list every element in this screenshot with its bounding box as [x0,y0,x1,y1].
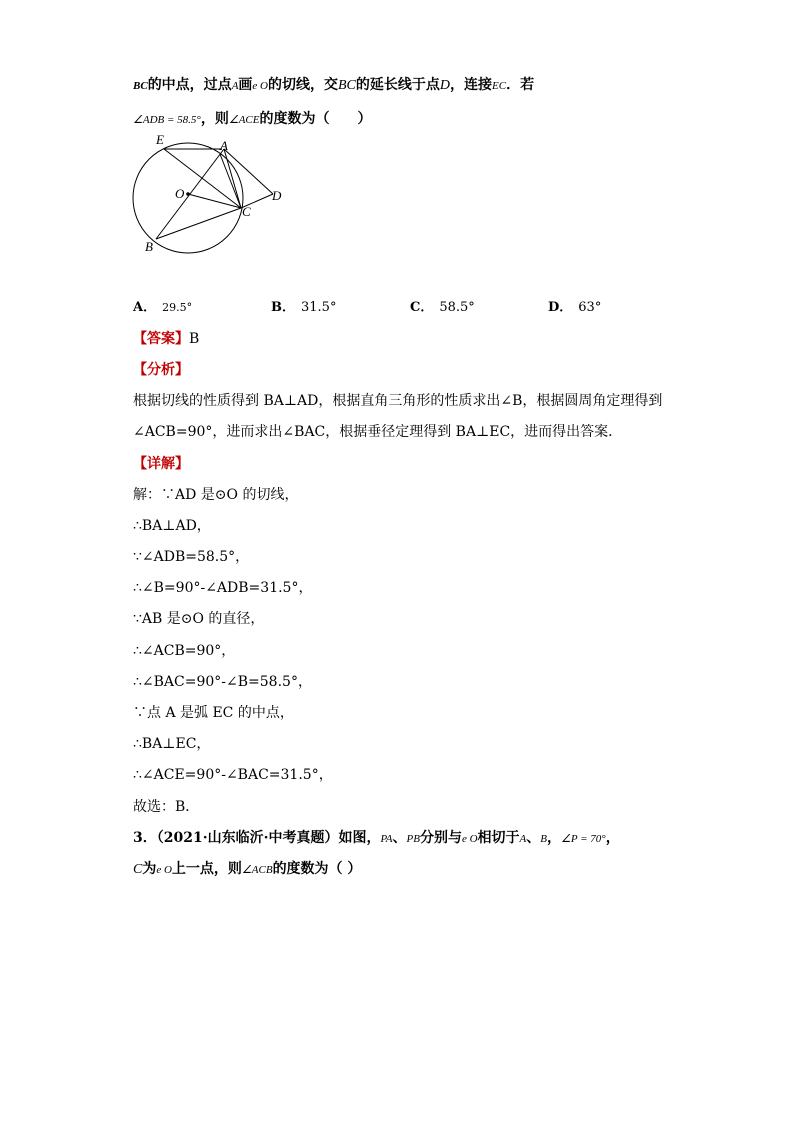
detail-step: ∴∠B=90°-∠ADB=31.5°， [133,580,313,596]
answer-value: B [189,331,200,347]
detail-step: 解：∵AD 是⊙O 的切线， [133,487,299,503]
detail-step: ∴∠BAC=90°-∠B=58.5°， [133,674,312,690]
label-c: C [242,204,251,219]
label-a: A [220,138,228,153]
given-angle: ∠ADB = 58.5° [133,114,201,126]
arc-bc: BC [133,80,148,92]
segment-ac [224,149,241,208]
label-b: B [145,239,153,254]
next-question-line-2: C为e O上一点，则∠ACB的度数为（ ） [133,861,362,877]
answer-line [133,328,199,348]
option-b: B． 31.5° [271,300,337,315]
detail-step: ∴BA⊥EC， [133,736,211,752]
detail-label: 【详解】 [133,456,189,472]
segment-ab [156,149,224,239]
option-c: C． 58.5° [410,300,475,315]
next-question-line-1: 3．（2021·山东临沂·中考真题）如图，PA、PB分别与e O相切于A、B，∠P = 70°， [133,830,620,846]
option-d: D． 63° [548,300,602,315]
detail-step: 故选：B． [133,799,200,815]
detail-step: ∵点 A 是弧 EC 的中点， [133,705,294,721]
answer-label: 【答案】 [133,331,189,347]
segment-bc [156,208,241,239]
circle-o [133,143,243,253]
label-e: E [156,132,164,147]
question-source: （2021·山东临沂·中考真题） [156,830,339,846]
segment-ad [224,149,273,194]
question-intro-line-1: BC的中点，过点A画e O的切线，交BC的延长线于点D，连接EC．若 [133,77,535,93]
segment-oc [188,194,241,208]
question-number: 3． [133,830,157,846]
detail-step: ∴∠ACB=90°， [133,643,236,659]
analysis-line-2: ∠ACB=90°，进而求出∠BAC，根据垂径定理得到 BA⊥EC，进而得出答案． [133,424,623,440]
detail-step: ∵∠ADB=58.5°， [133,549,250,565]
detail-step: ∴∠ACE=90°-∠BAC=31.5°， [133,767,333,783]
analysis-line-1: 根据切线的性质得到 BA⊥AD，根据直角三角形的性质求出∠B，根据圆周角定理得到 [133,393,663,409]
detail-step: ∵AB 是⊙O 的直径， [133,611,265,627]
detail-step: ∴BA⊥AD， [133,518,211,534]
option-a: A． 29.5° [133,300,193,315]
label-o: O [175,186,185,201]
asked-angle: ∠ACE [228,114,260,126]
geometry-figure [125,132,295,262]
analysis-label: 【分析】 [133,362,189,378]
label-d: D [272,188,282,203]
center-point-o [186,192,190,196]
question-intro-line-2: ∠ADB = 58.5°，则∠ACE的度数为（ ） [133,111,372,127]
